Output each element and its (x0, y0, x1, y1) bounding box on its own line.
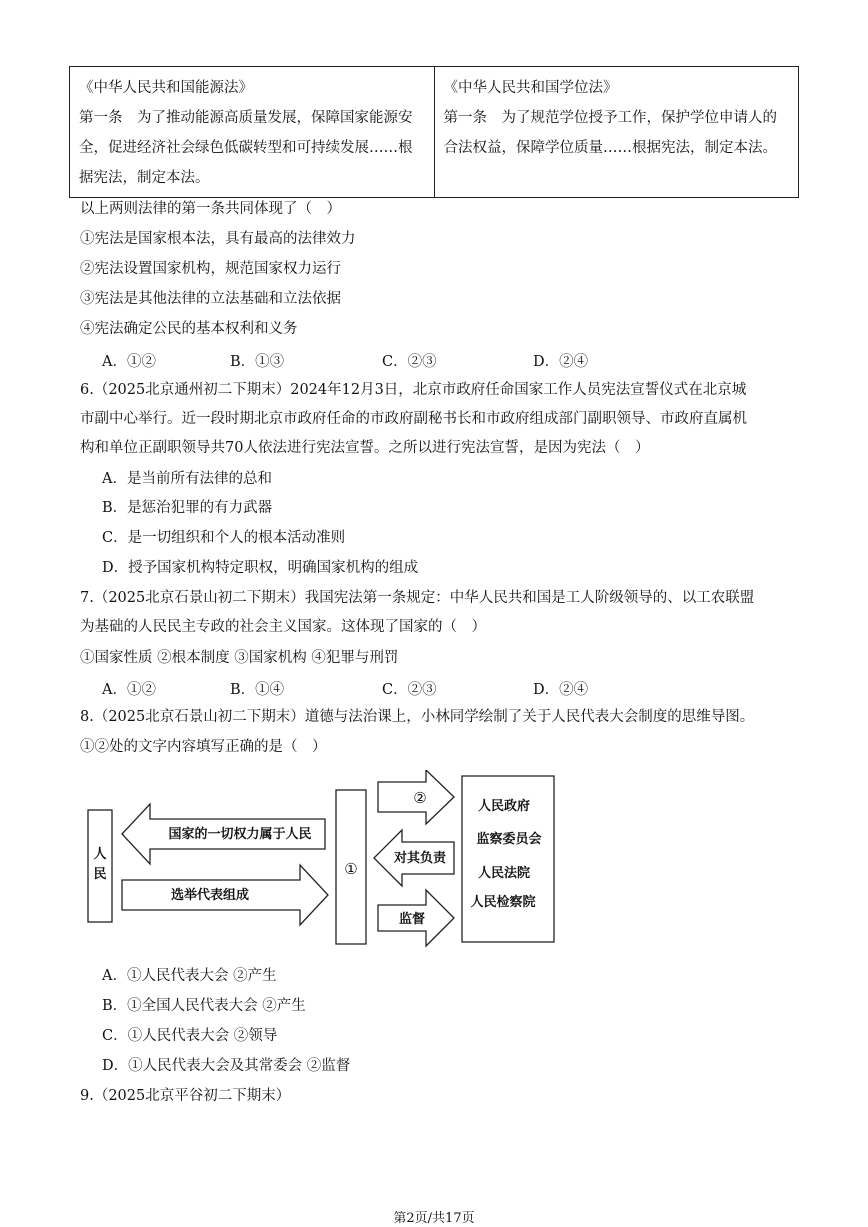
option-c[interactable]: C．①人民代表大会 ②领导 (102, 1028, 278, 1044)
q5-statement: ①宪法是国家根本法，具有最高的法律效力 (80, 231, 356, 247)
organ-label: 人民检察院 (470, 895, 536, 910)
arrow-supervise-label: 监督 (398, 912, 426, 927)
option-b[interactable]: B．①全国人民代表大会 ②产生 (102, 998, 306, 1014)
option-d[interactable]: D．授予国家机构特定职权，明确国家机构的组成 (102, 560, 419, 576)
arrow-2-label: ② (413, 789, 427, 807)
center-label: ① (344, 860, 358, 878)
q7-stem-line: 7.（2025北京石景山初二下期末）我国宪法第一条规定：中华人民共和国是工人阶级领导的、以工农联盟 (80, 590, 755, 606)
people-box (88, 810, 112, 922)
page-footer: 第2页/共17页 (393, 1211, 475, 1226)
option-a[interactable]: A．①人民代表大会 ②产生 (102, 968, 277, 984)
q8-stem-line: ①②处的文字内容填写正确的是（ ） (80, 739, 327, 755)
option-c[interactable]: C．是一切组织和个人的根本活动准则 (102, 530, 346, 546)
q6-stem-line: 6.（2025北京通州初二下期末）2024年12月3日，北京市政府任命国家工作人员宪法宣誓仪式在北京城 (80, 382, 747, 398)
law-text: 第一条 为了规范学位授予工作，保护学位申请人的合法权益，保障学位质量……根据宪法，制定本法。 (443, 110, 777, 156)
option-d[interactable]: D．②④ (533, 682, 589, 698)
organ-label: 监察委员会 (476, 832, 542, 847)
option-a[interactable]: A．是当前所有法律的总和 (102, 471, 272, 487)
law-table (69, 66, 799, 198)
option-b[interactable]: B．①③ (230, 354, 285, 370)
npc-mind-map (80, 770, 560, 950)
q5-statement: ④宪法确定公民的基本权利和义务 (80, 321, 298, 337)
law-cell-energy (70, 67, 435, 198)
q5-statement: ③宪法是其他法律的立法基础和立法依据 (80, 291, 341, 307)
q7-stem-line: 为基础的人民民主专政的社会主义国家。这体现了国家的（ ） (80, 619, 486, 635)
law-text: 第一条 为了推动能源高质量发展，保障国家能源安全，促进经济社会绿色低碳转型和可持续发展……根据宪法，制定本法。 (79, 110, 413, 186)
arrow-responsible-label: 对其负责 (393, 851, 447, 866)
q6-stem-line: 构和单位正副职领导共70人依法进行宪法宣誓。之所以进行宪法宣誓，是因为宪法（ ） (80, 440, 650, 456)
law-title: 《中华人民共和国能源法》 (79, 80, 253, 96)
law-cell-degree (434, 67, 799, 198)
option-a[interactable]: A．①② (102, 682, 156, 698)
people-label-1: 人 (93, 847, 107, 862)
q7-statements: ①国家性质 ②根本制度 ③国家机构 ④犯罪与刑罚 (80, 650, 399, 666)
q6-stem-line: 市副中心举行。近一段时期北京市政府任命的市政府副秘书长和市政府组成部门副职领导、市政府直属机 (80, 411, 747, 427)
option-c[interactable]: C．②③ (382, 354, 437, 370)
option-a[interactable]: A．①② (102, 354, 156, 370)
law-title: 《中华人民共和国学位法》 (443, 80, 618, 96)
q9-stem: 9.（2025北京平谷初二下期末） (80, 1088, 291, 1104)
people-label-2: 民 (93, 867, 107, 882)
option-b[interactable]: B．是惩治犯罪的有力武器 (102, 500, 273, 516)
q5-statement: ②宪法设置国家机构，规范国家权力运行 (80, 261, 341, 277)
arrow-top-label: 国家的一切权力属于人民 (168, 827, 312, 842)
option-d[interactable]: D．②④ (533, 354, 589, 370)
option-d[interactable]: D．①人民代表大会及其常委会 ②监督 (102, 1058, 351, 1074)
arrow-bottom-label: 选举代表组成 (170, 888, 250, 903)
q5-stem: 以上两则法律的第一条共同体现了（ ） (80, 201, 341, 217)
organ-label: 人民法院 (477, 866, 531, 881)
organ-label: 人民政府 (477, 799, 531, 814)
option-c[interactable]: C．②③ (382, 682, 437, 698)
option-b[interactable]: B．①④ (230, 682, 285, 698)
q8-stem-line: 8.（2025北京石景山初二下期末）道德与法治课上，小林同学绘制了关于人民代表大会制度的思维导图。 (80, 709, 755, 725)
